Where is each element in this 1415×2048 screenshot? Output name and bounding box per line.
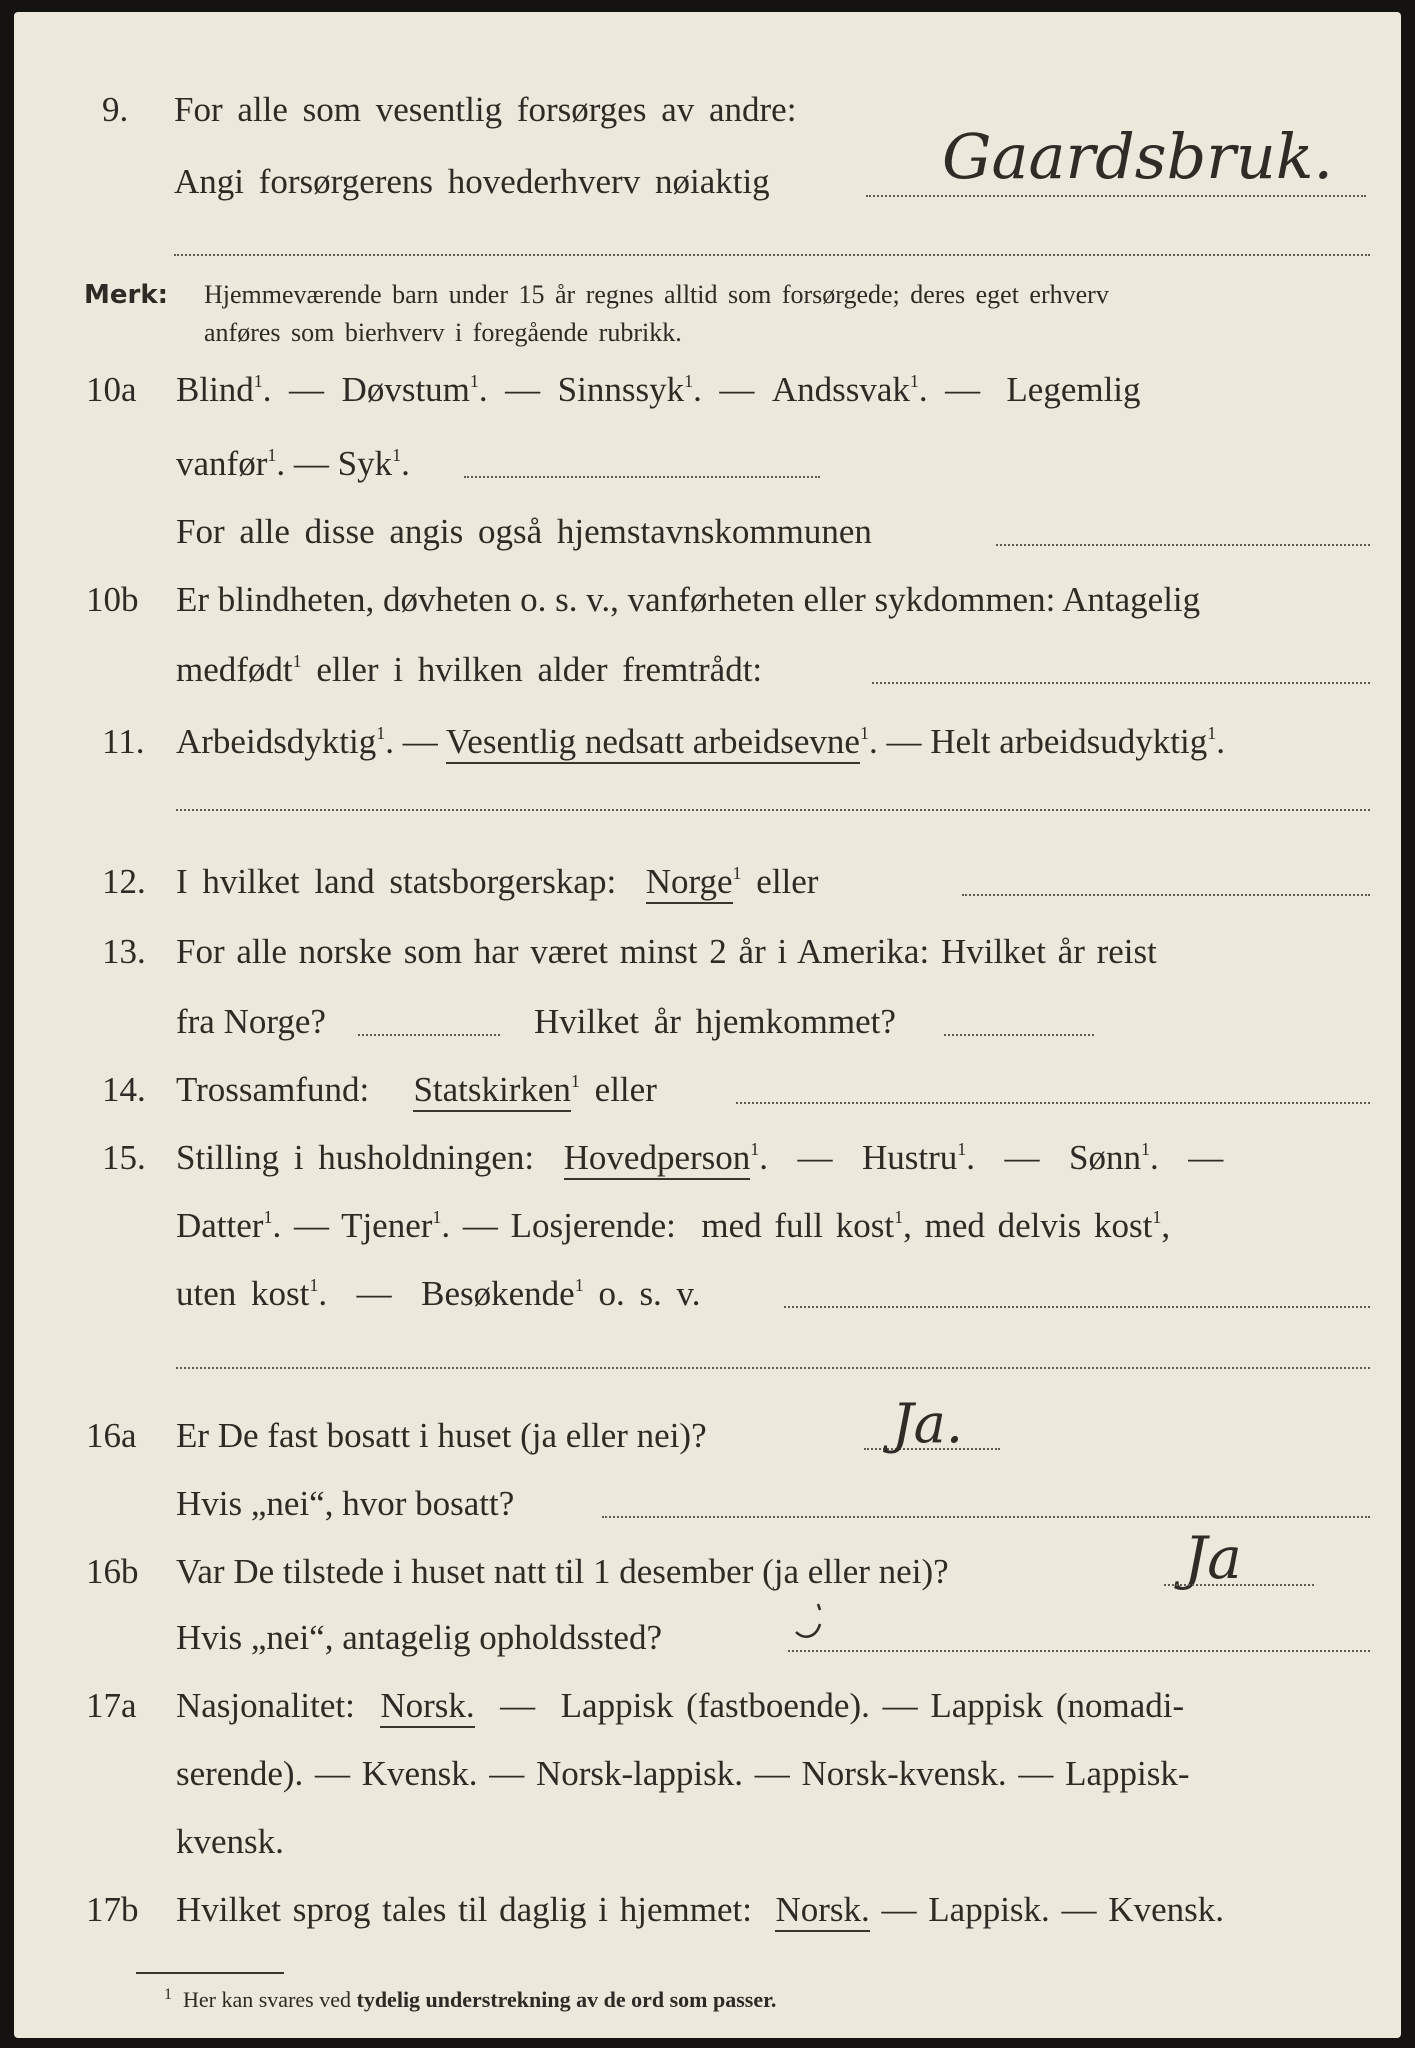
q13-line1: For alle norske som har været minst 2 år i Amerika: Hvilket år reist (176, 932, 1157, 971)
q17b-text: Hvilket sprog tales til daglig i hjemmet: (176, 1890, 752, 1929)
q15-osv: o. s. v. (598, 1274, 701, 1313)
q16a-line2: Hvis „nei“, hvor bosatt? (176, 1484, 515, 1523)
q13-hjem-line (944, 1034, 1094, 1036)
q11-number: 11. (102, 722, 145, 761)
q16a-number: 16a (86, 1416, 137, 1455)
q13-fra: fra Norge? (176, 1002, 326, 1041)
q10a-hjemstavn-line (996, 544, 1370, 546)
q9-number: 9. (102, 90, 129, 129)
q17a-nasjonalitet: Nasjonalitet: (176, 1686, 355, 1725)
merk-line2: anføres som bierhverv i foregående rubrikk. (204, 318, 682, 347)
q10a-line2: vanfør$^1$. — Syk$^1$. (176, 444, 410, 483)
q14-answer-line (736, 1102, 1370, 1104)
q15-besokende: Besøkende (421, 1274, 575, 1313)
q15-line2: Datter$^1$. — Tjener$^1$. — Losjerende: med full kost$^1$, med delvis kost$^1$, (176, 1206, 1171, 1245)
q17a-norsk-underlined: Norsk. (380, 1686, 474, 1728)
q15-delvis: med delvis kost (924, 1206, 1153, 1245)
q16a-handwritten-answer: Ja. (892, 1392, 964, 1455)
q14-eller: eller (594, 1070, 657, 1109)
q17a-line1: Nasjonalitet: Norsk. — Lappisk (fastboende). — Lappisk (nomadi- (176, 1686, 1184, 1726)
q12-text: I hvilket land statsborgerskap: (176, 862, 617, 901)
q15-full: med full kost (701, 1206, 895, 1245)
q15-line3: uten kost$^1$. — Besøkende$^1$ o. s. v. (176, 1274, 701, 1313)
footnote-mark: 1 (164, 1986, 172, 2003)
separator-dotted (176, 1367, 1370, 1369)
q10b-line1: Er blindheten, døvheten o. s. v., vanførheten eller sykdommen: Antagelig (176, 580, 1201, 619)
q10a-line3: For alle disse angis også hjemstavnskommunen (176, 512, 872, 551)
q16b-handwritten-answer: Ja (1184, 1524, 1242, 1592)
q16b-handwritten-mark (790, 1598, 840, 1648)
q10a-syk: Syk (337, 444, 393, 483)
q13-fra-line (358, 1034, 500, 1036)
q12-line: I hvilket land statsborgerskap: Norge$^1$ eller (176, 862, 818, 902)
q16b-line2: Hvis „nei“, antagelig opholdssted? (176, 1618, 662, 1657)
q17a-line3: kvensk. (176, 1822, 284, 1861)
q9-line2: Angi forsørgerens hovederhverv nøiaktig (174, 162, 770, 201)
q14-text: Trossamfund: (176, 1070, 370, 1109)
q9-line1: For alle som vesentlig forsørges av andre: (174, 90, 797, 129)
q10b-answer-line (872, 682, 1370, 684)
q15-datter: Datter (176, 1206, 264, 1245)
q13-number: 13. (102, 932, 146, 971)
q17a-line2: serende). — Kvensk. — Norsk-lappisk. — Norsk-kvensk. — Lappisk- (176, 1754, 1190, 1793)
footnote (164, 1986, 776, 2013)
separator-dotted (174, 254, 1370, 256)
q9-answer-line (866, 195, 1366, 197)
q10a-number: 10a (86, 370, 137, 409)
footnote-bold: tydelig understrekning av de ord som passer. (356, 1987, 777, 2012)
q14-statskirken-underlined: Statskirken (413, 1070, 570, 1112)
separator-dotted (176, 809, 1370, 811)
merk-line1: Hjemmeværende barn under 15 år regnes alltid som forsørgede; deres eget erhverv (204, 280, 1109, 309)
q10a-legemlig: Legemlig (1006, 370, 1141, 409)
q15-hovedperson-underlined: Hovedperson (564, 1138, 751, 1180)
q15-hustru: Hustru (862, 1138, 958, 1177)
q10a-blind: Blind (176, 370, 254, 409)
q12-eller: eller (756, 862, 819, 901)
q14-line: Trossamfund: Statskirken$^1$ eller (176, 1070, 657, 1110)
q11-line: Arbeidsdyktig$^1$. — Vesentlig nedsatt arbeidsevne$^1$. — Helt arbeidsudyktig$^1$. (176, 722, 1225, 762)
q17b-line (176, 1890, 1224, 1930)
q16a-bosatt-line (602, 1516, 1370, 1518)
q12-number: 12. (102, 862, 146, 901)
q14-number: 14. (102, 1070, 146, 1109)
q10b-medfodt: medfødt (176, 650, 293, 689)
q17a-number: 17a (86, 1686, 137, 1725)
q15-tjener: Tjener (341, 1206, 433, 1245)
q10a-answer-line (464, 476, 820, 478)
q10a-vanfor: vanfør (176, 444, 268, 483)
q11-opt2-underlined: Vesentlig nedsatt arbeidsevne (446, 722, 860, 764)
q13-hjem: Hvilket år hjemkommet? (534, 1002, 896, 1041)
q12-answer-line (962, 894, 1370, 896)
q10a-sinnssyk: Sinnssyk (557, 370, 685, 409)
q10b-rest: eller i hvilken alder fremtrådt: (316, 650, 763, 689)
q10a-line1: Blind$^1$. — Døvstum$^1$. — Sinnssyk$^1$. — Andssvak$^1$. — Legemlig (176, 370, 1141, 409)
q17a-rest1: Lappisk (fastboende). — Lappisk (nomadi- (560, 1686, 1185, 1725)
footnote-rule (136, 1972, 284, 1974)
q10a-dovstum: Døvstum (341, 370, 470, 409)
q12-norge-underlined: Norge (646, 862, 733, 904)
q15-losjerende: Losjerende: (510, 1206, 676, 1245)
q10b-line2: medfødt$^1$ eller i hvilken alder fremtrådt: (176, 650, 763, 689)
q10b-number: 10b (86, 580, 139, 619)
q11-opt1: Arbeidsdyktig (176, 722, 377, 761)
q17b-number: 17b (86, 1890, 139, 1929)
q9-handwritten-answer: Gaardsbruk. (942, 120, 1334, 193)
q16b-opholdssted-line (788, 1650, 1370, 1652)
footnote-pre: Her kan svares ved (183, 1987, 351, 2012)
q15-number: 15. (102, 1138, 146, 1177)
q16b-line1: Var De tilstede i huset natt til 1 desember (ja eller nei)? (176, 1552, 949, 1591)
q15-text: Stilling i husholdningen: (176, 1138, 535, 1177)
q11-opt3: Helt arbeidsudyktig (930, 722, 1208, 761)
q15-uten: uten kost (176, 1274, 310, 1313)
q16b-answer-line (1164, 1584, 1314, 1586)
q17b-norsk-underlined: Norsk. (775, 1890, 869, 1932)
q16b-number: 16b (86, 1552, 139, 1591)
q16a-line1: Er De fast bosatt i huset (ja eller nei)? (176, 1416, 707, 1455)
q15-sonn: Sønn (1069, 1138, 1142, 1177)
census-form-page (14, 12, 1401, 2038)
q17b-rest: — Lappisk. — Kvensk. (881, 1890, 1224, 1929)
merk-label: Merk: (84, 280, 169, 310)
q15-line1: Stilling i husholdningen: Hovedperson$^1$. — Hustru$^1$. — Sønn$^1$. — (176, 1138, 1223, 1178)
q10a-andssvak: Andssvak (771, 370, 910, 409)
q15-answer-line (784, 1306, 1370, 1308)
